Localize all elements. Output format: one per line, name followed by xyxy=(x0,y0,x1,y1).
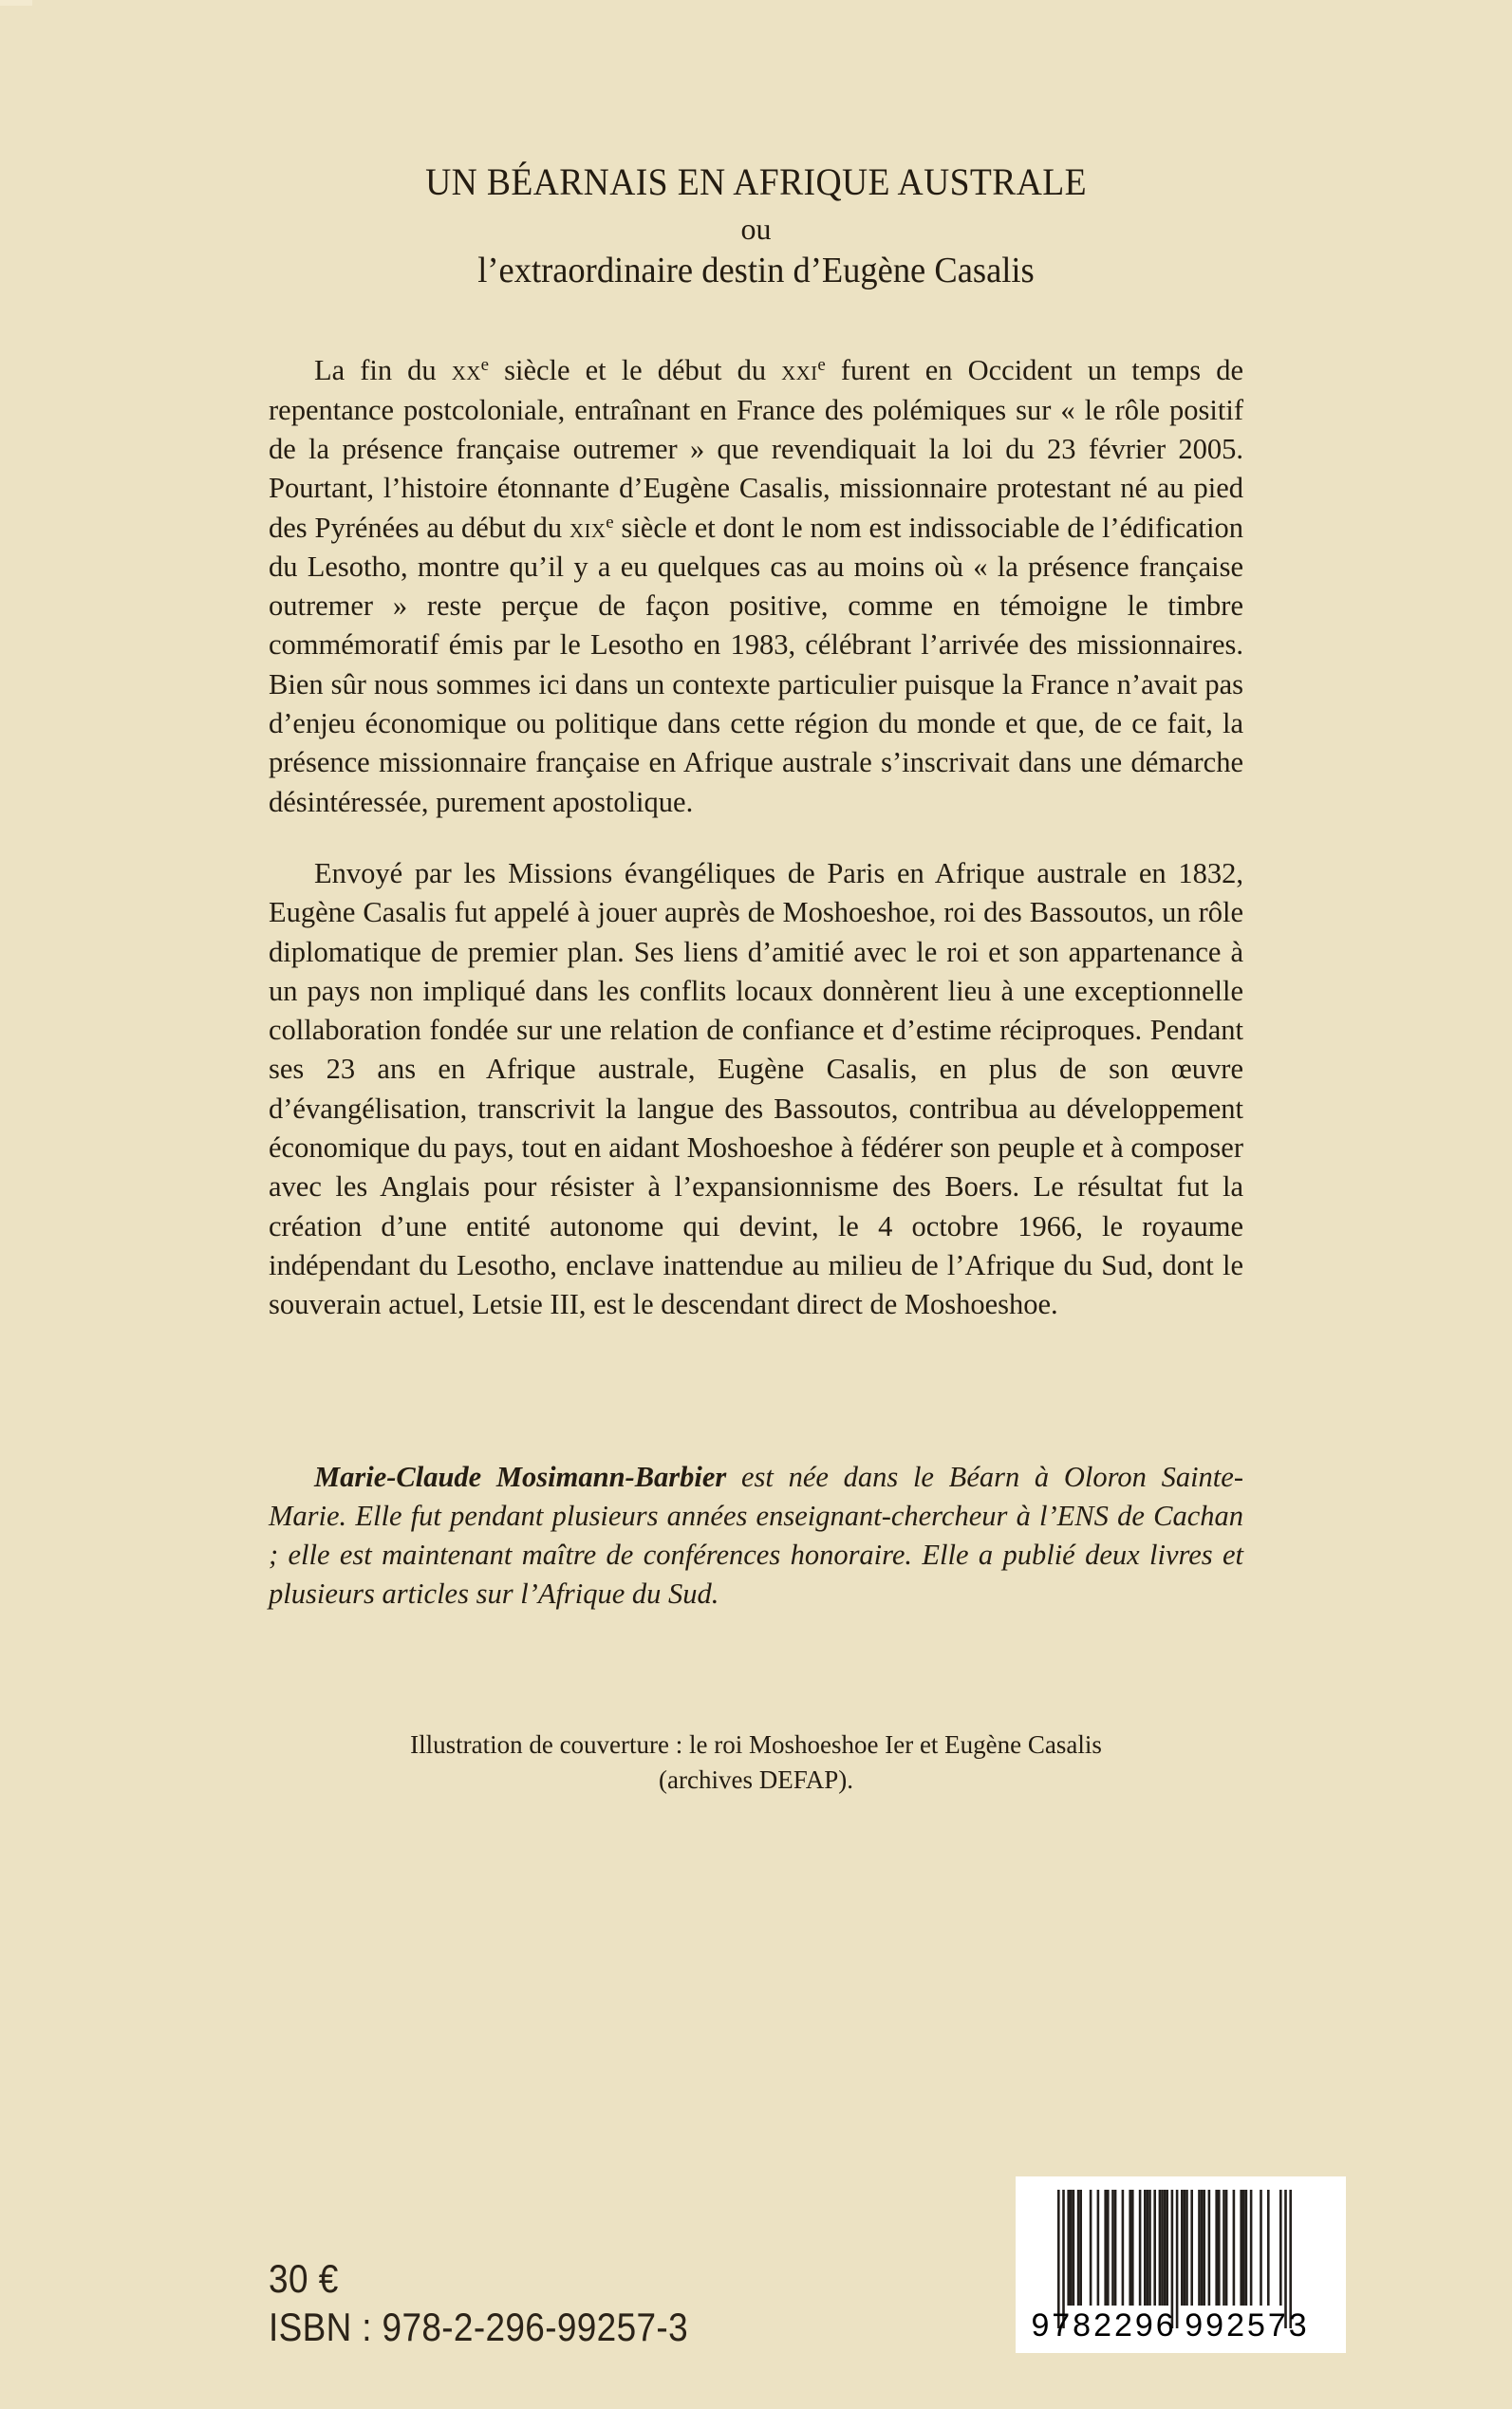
paragraph-1 xyxy=(269,351,1243,822)
corner-notch xyxy=(0,0,32,6)
author-name: Marie-Claude Mosimann-Barbier xyxy=(314,1460,727,1493)
page-subtitle: l’extraordinaire destin d’Eugène Casalis xyxy=(477,250,1035,290)
century-19-ordinal: e xyxy=(606,512,614,532)
barcode-svg xyxy=(1016,2176,1346,2353)
p1-segment-2: siècle et le début du xyxy=(489,354,782,387)
century-21-ordinal: e xyxy=(817,355,826,376)
century-20-numeral: xx xyxy=(451,354,481,387)
barcode xyxy=(1016,2176,1346,2353)
barcode-inner xyxy=(1016,2176,1346,2353)
page-title: UN BÉARNAIS EN AFRIQUE AUSTRALE xyxy=(425,160,1087,203)
isbn-label: ISBN : 978-2-296-99257-3 xyxy=(269,2305,688,2349)
century-21-numeral: xxi xyxy=(781,354,818,387)
p1-segment-1: La fin du xyxy=(314,354,452,387)
title-block xyxy=(269,0,1243,292)
title-connector: ou xyxy=(740,211,772,246)
century-19-numeral: xix xyxy=(569,511,607,544)
price-isbn-block xyxy=(269,2255,745,2352)
credit-line-1: Illustration de couverture : le roi Moshoeshoe Ier et Eugène Casalis xyxy=(410,1729,1102,1759)
svg-text:992573: 992573 xyxy=(1185,2307,1310,2344)
cover-illustration-credit xyxy=(269,1727,1243,1798)
author-bio-text: est née dans le Béarn à Oloron Sainte-Marie. Elle fut pendant plusieurs années enseignant-chercheur à l’ENS de Cachan ; elle est maintenant maître de conférences honoraire. Elle a publié deux livres et plusieurs articles sur l’Afrique du Sud. xyxy=(269,1460,1243,1610)
price-label: 30 € xyxy=(269,2256,339,2301)
author-bio-paragraph xyxy=(269,1458,1243,1614)
body-text xyxy=(269,351,1243,1324)
p1-segment-3: furent en Occident un temps de repentance postcoloniale, entraînant en France des polémiques sur « le rôle positif de la présence française outremer » que revendiquait la loi du 23 février 2005. Pourtant, l’histoire étonnante d’Eugène Casalis, missionnaire protestant né au pied des Pyrénées au début du xyxy=(269,354,1243,544)
author-bio xyxy=(269,1458,1243,1614)
svg-text:782296: 782296 xyxy=(1052,2307,1177,2344)
p1-segment-4: siècle et dont le nom est indissociable de l’édification du Lesotho, montre qu’il y a eu quelques cas au moins où « la présence française outremer » reste perçue de façon positive, comme en témoigne le timbre commémoratif émis par le Lesotho en 1983, célébrant l’arrivée des missionnaires. Bien sûr nous sommes ici dans un contexte particulier puisque la France n’avait pas d’enjeu économique ou politique dans cette région du monde et que, de ce fait, la présence missionnaire française en Afrique australe s’inscrivait dans une démarche désintéressée, purement apostolique. xyxy=(269,511,1243,818)
credit-line-2: (archives DEFAP). xyxy=(659,1765,853,1794)
century-20-ordinal: e xyxy=(480,355,490,376)
svg-text:9: 9 xyxy=(1031,2307,1050,2344)
cover-content xyxy=(269,0,1243,1798)
paragraph-2: Envoyé par les Missions évangéliques de Paris en Afrique australe en 1832, Eugène Casalis fut appelé à jouer auprès de Moshoeshoe, roi des Bassoutos, un rôle diplomatique de premier plan. Ses liens d’amitié avec le roi et son appartenance à un pays non impliqué dans les conflits locaux donnèrent lieu à une exceptionnelle collaboration fondée sur une relation de confiance et d’estime réciproques. Pendant ses 23 ans en Afrique australe, Eugène Casalis, en plus de son œuvre d’évangélisation, transcrivit la langue des Bassoutos, contribua au développement économique du pays, tout en aidant Moshoeshoe à fédérer son peuple et à composer avec les Anglais pour résister à l’expansionnisme des Boers. Le résultat fut la création d’une entité autonome qui devint, le 4 octobre 1966, le royaume indépendant du Lesotho, enclave inattendue au milieu de l’Afrique du Sud, dont le souverain actuel, Letsie III, est le descendant direct de Moshoeshoe. xyxy=(269,856,1243,1321)
